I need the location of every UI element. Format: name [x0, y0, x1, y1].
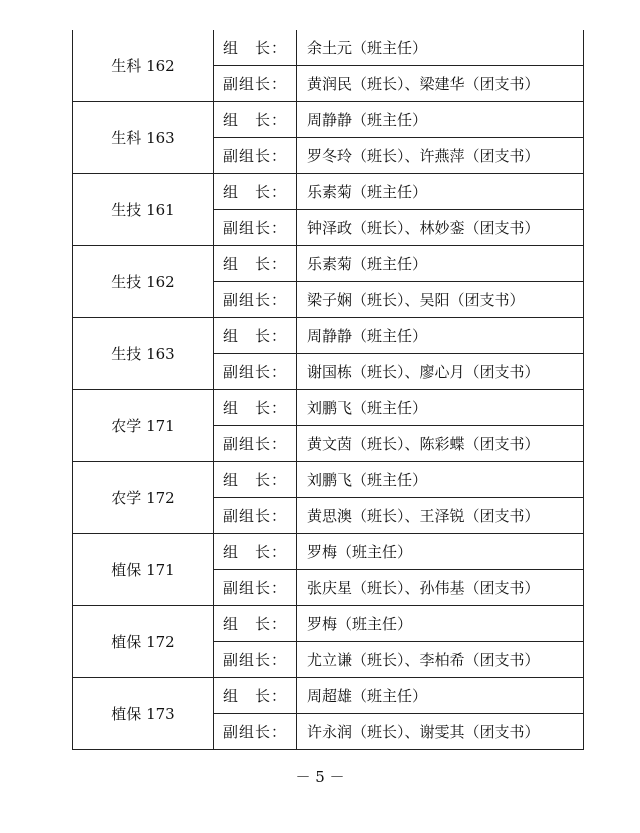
- class-name-cell: 生技 163: [73, 318, 214, 390]
- leader-label-cell: 组 长：: [214, 678, 297, 714]
- deputy-label-cell: 副组长：: [214, 210, 297, 246]
- table-row-leader: [73, 606, 584, 642]
- deputy-label-cell: 副组长：: [214, 642, 297, 678]
- deputy-label-cell: 副组长：: [214, 426, 297, 462]
- table-row-leader: [73, 534, 584, 570]
- leader-name-cell: 周静静（班主任）: [297, 318, 584, 354]
- table-row-leader: [73, 678, 584, 714]
- table-row-leader: [73, 246, 584, 282]
- table-row-leader: [73, 30, 584, 66]
- deputy-label-cell: 副组长：: [214, 138, 297, 174]
- leader-label-cell: 组 长：: [214, 102, 297, 138]
- leader-label-cell: 组 长：: [214, 534, 297, 570]
- table-body: [73, 30, 584, 750]
- deputy-names-cell: 谢国栋（班长）、廖心月（团支书）: [297, 354, 584, 390]
- leader-name-cell: 乐素菊（班主任）: [297, 246, 584, 282]
- class-name-cell: 植保 173: [73, 678, 214, 750]
- leader-label-cell: 组 长：: [214, 30, 297, 66]
- deputy-names-cell: 黄润民（班长）、梁建华（团支书）: [297, 66, 584, 102]
- class-name-cell: 生技 161: [73, 174, 214, 246]
- leader-name-cell: 周超雄（班主任）: [297, 678, 584, 714]
- deputy-names-cell: 黄思澳（班长）、王泽锐（团支书）: [297, 498, 584, 534]
- deputy-names-cell: 张庆星（班长）、孙伟基（团支书）: [297, 570, 584, 606]
- table-row-leader: [73, 390, 584, 426]
- deputy-label-cell: 副组长：: [214, 714, 297, 750]
- leader-label-cell: 组 长：: [214, 606, 297, 642]
- leader-label-cell: 组 长：: [214, 390, 297, 426]
- deputy-names-cell: 许永润（班长）、谢雯其（团支书）: [297, 714, 584, 750]
- class-name-cell: 植保 172: [73, 606, 214, 678]
- deputy-label-cell: 副组长：: [214, 66, 297, 102]
- class-name-cell: 农学 171: [73, 390, 214, 462]
- deputy-label-cell: 副组长：: [214, 282, 297, 318]
- class-leadership-table: [72, 30, 584, 750]
- deputy-names-cell: 梁子娴（班长）、吴阳（团支书）: [297, 282, 584, 318]
- leader-name-cell: 刘鹏飞（班主任）: [297, 462, 584, 498]
- leader-label-cell: 组 长：: [214, 462, 297, 498]
- deputy-label-cell: 副组长：: [214, 498, 297, 534]
- table-row-leader: [73, 318, 584, 354]
- deputy-names-cell: 黄文茵（班长）、陈彩蝶（团支书）: [297, 426, 584, 462]
- table-row-leader: [73, 462, 584, 498]
- leader-name-cell: 乐素菊（班主任）: [297, 174, 584, 210]
- leader-name-cell: 罗梅（班主任）: [297, 606, 584, 642]
- leader-name-cell: 刘鹏飞（班主任）: [297, 390, 584, 426]
- class-name-cell: 生科 163: [73, 102, 214, 174]
- leader-name-cell: 余土元（班主任）: [297, 30, 584, 66]
- table-row-leader: [73, 102, 584, 138]
- leader-label-cell: 组 长：: [214, 174, 297, 210]
- deputy-names-cell: 罗冬玲（班长）、许燕萍（团支书）: [297, 138, 584, 174]
- class-name-cell: 农学 172: [73, 462, 214, 534]
- leader-name-cell: 罗梅（班主任）: [297, 534, 584, 570]
- class-name-cell: 植保 171: [73, 534, 214, 606]
- leader-label-cell: 组 长：: [214, 246, 297, 282]
- deputy-names-cell: 尤立谦（班长）、李柏希（团支书）: [297, 642, 584, 678]
- deputy-label-cell: 副组长：: [214, 570, 297, 606]
- leader-name-cell: 周静静（班主任）: [297, 102, 584, 138]
- table-row-leader: [73, 174, 584, 210]
- page-number: － 5 －: [295, 768, 345, 786]
- leader-label-cell: 组 长：: [214, 318, 297, 354]
- deputy-names-cell: 钟泽政（班长）、林妙銮（团支书）: [297, 210, 584, 246]
- class-name-cell: 生技 162: [73, 246, 214, 318]
- class-name-cell: 生科 162: [73, 30, 214, 102]
- deputy-label-cell: 副组长：: [214, 354, 297, 390]
